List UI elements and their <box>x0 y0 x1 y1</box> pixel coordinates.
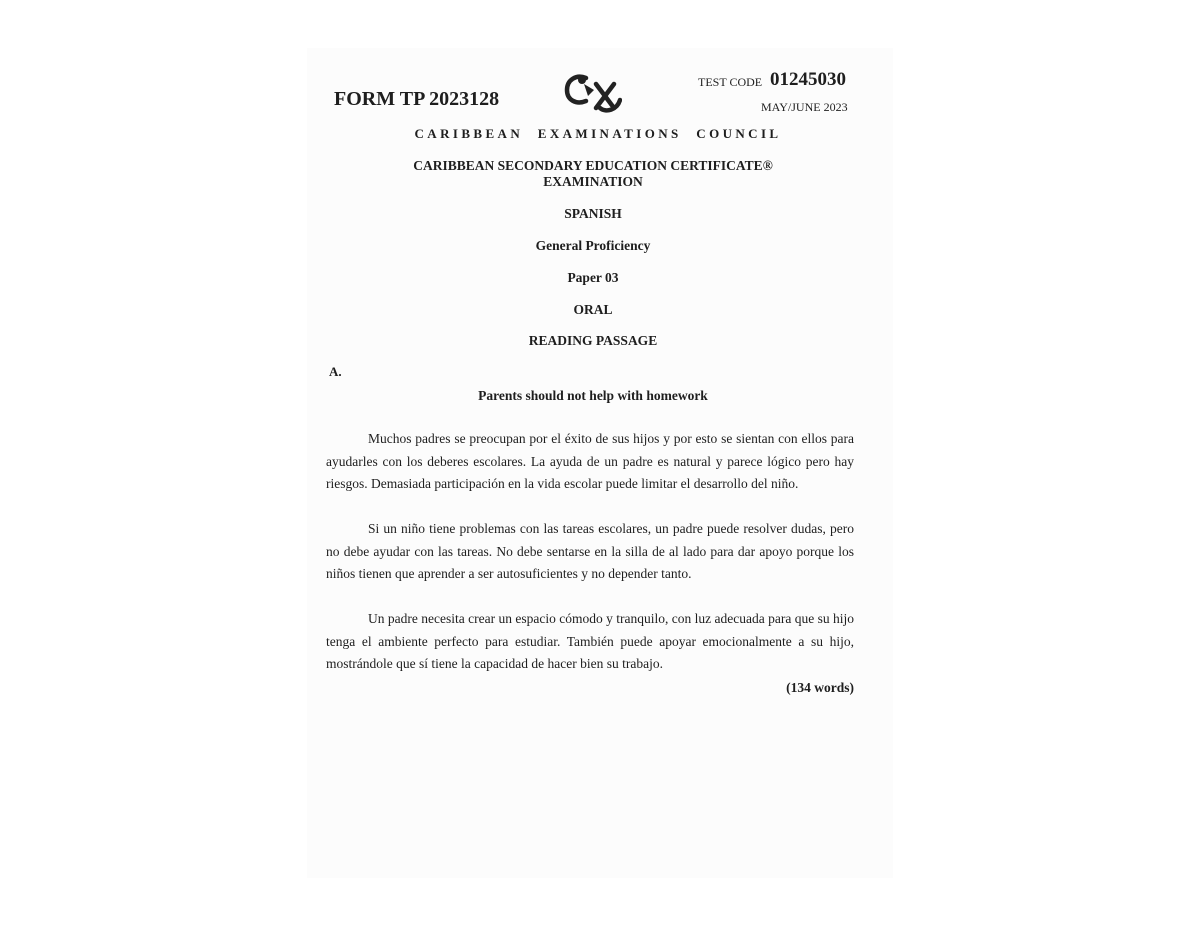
test-code: 01245030 <box>770 69 846 90</box>
form-code: FORM TP 2023128 <box>334 88 500 110</box>
passage-paragraph: Un padre necesita crear un espacio cómodo y tranquilo, con luz adecuada para que su hijo tenga el ambiente perfecto para estudiar. También puede apoyar emocionalmente a su hijo, mostrándole que sí tiene la capacidad de hacer bien su trabajo. <box>326 611 854 671</box>
paper-number: Paper 03 <box>567 270 619 285</box>
passage-paragraph: Si un niño tiene problemas con las tareas escolares, un padre puede resolver dudas, pero no debe ayudar con las tareas. No debe sentarse en la silla de al lado para dar apoyo porque los niños tienen que aprender a ser autosuficientes y no depender tanto. <box>326 521 854 581</box>
exam-session: MAY/JUNE 2023 <box>761 100 848 114</box>
proficiency-level: General Proficiency <box>535 238 651 253</box>
passage-label: A. <box>329 364 342 379</box>
word-count: (134 words) <box>786 680 854 695</box>
test-code-label: TEST CODE <box>698 75 763 89</box>
passage-paragraph: Muchos padres se preocupan por el éxito de sus hijos y por esto se sientan con ellos para ayudarles con los deberes escolares. La ayuda de un padre es natural y parece lógico pero hay riesgos. Demasiada participación en la vida escolar puede limitar el desarrollo del niño. <box>326 431 854 491</box>
certificate-title-line-1: CARIBBEAN SECONDARY EDUCATION CERTIFICATE® <box>413 158 773 173</box>
passage-title: Parents should not help with homework <box>478 388 708 403</box>
certificate-title-line-2: EXAMINATION <box>543 174 643 189</box>
subject: SPANISH <box>564 206 622 221</box>
council-name: CARIBBEAN EXAMINATIONS COUNCIL <box>414 126 782 141</box>
component: ORAL <box>573 302 613 317</box>
section-heading: READING PASSAGE <box>528 333 658 348</box>
cxc-logo <box>562 70 622 114</box>
